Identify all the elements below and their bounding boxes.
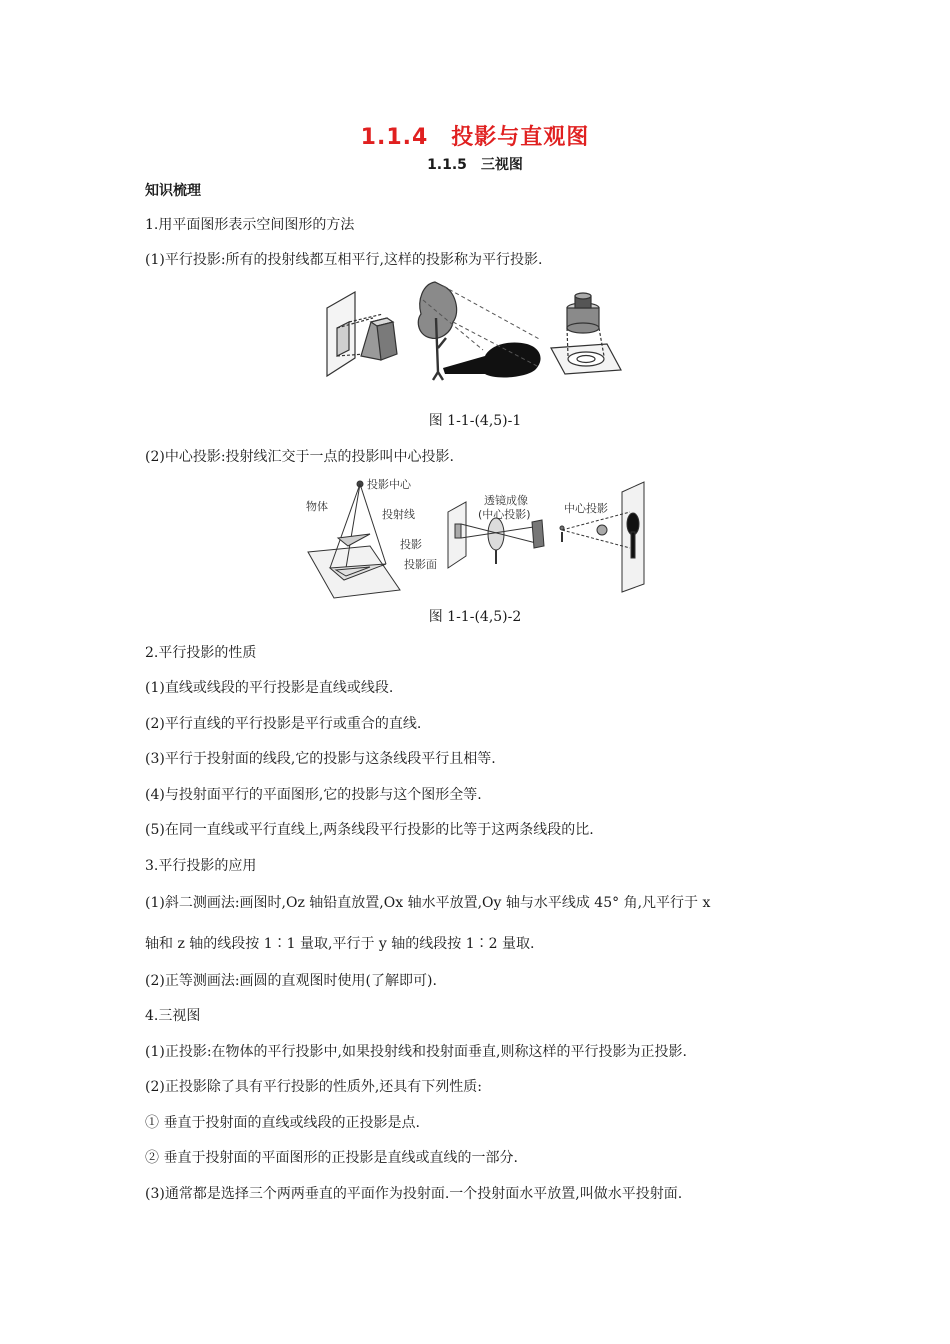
item-4-1: (1)正投影:在物体的平行投影中,如果投射线和投射面垂直,则称这样的平行投影为正投影. [145,1044,687,1060]
item-1-1: (1)平行投影:所有的投射线都互相平行,这样的投影称为平行投影. [145,252,543,268]
item-2-3: (3)平行于投射面的线段,它的投影与这条线段平行且相等. [145,751,496,767]
candle-shadow-illustration [560,482,644,592]
label-central-projection: 中心投影 [564,502,608,515]
label-projection-plane: 投影面 [404,558,437,571]
triangle-central-projection-illustration [308,481,400,598]
item-4-2-b: ② 垂直于投射面的平面图形的正投影是直线或直线的一部分. [145,1150,518,1166]
item-3-1-line-2: 轴和 z 轴的线段按 1∶1 量取,平行于 y 轴的线段按 1∶2 量取. [145,936,535,952]
tree-shadow-illustration [418,282,541,380]
page-subtitle: 1.1.5 三视图 [427,157,523,173]
item-3: 3.平行投影的应用 [145,858,257,874]
item-2-5: (5)在同一直线或平行直线上,两条线段平行投影的比等于这两条线段的比. [145,822,594,838]
item-4-3: (3)通常都是选择三个两两垂直的平面作为投射面.一个投射面水平放置,叫做水平投射面. [145,1186,683,1202]
item-3-1-line-1: (1)斜二测画法:画图时,Oz 轴铅直放置,Ox 轴水平放置,Oy 轴与水平线成 45° 角,凡平行于 x [145,895,711,911]
label-projection: 投影 [400,538,422,551]
label-lens-central: (中心投影) [478,508,531,521]
page-title: 1.1.4 投影与直观图 [360,125,590,150]
frustum-projection-illustration [327,292,397,376]
item-2-1: (1)直线或线段的平行投影是直线或线段. [145,680,394,696]
item-1-2: (2)中心投影:投射线汇交于一点的投影叫中心投影. [145,449,454,465]
figure-parallel-projection [315,278,635,386]
item-2: 2.平行投影的性质 [145,645,257,661]
label-lens-imaging: 透镜成像 [484,494,528,507]
item-2-4: (4)与投射面平行的平面图形,它的投影与这个图形全等. [145,787,482,803]
item-1: 1.用平面图形表示空间图形的方法 [145,217,355,233]
item-4-2: (2)正投影除了具有平行投影的性质外,还具有下列性质: [145,1079,482,1095]
figure-central-projection [300,472,650,600]
figure-2-caption: 图 1-1-(4,5)-2 [428,609,522,625]
label-projection-ray: 投射线 [382,508,415,521]
cylinder-projection-illustration [551,293,621,374]
item-4-2-a: ① 垂直于投射面的直线或线段的正投影是点. [145,1115,420,1131]
item-2-2: (2)平行直线的平行投影是平行或重合的直线. [145,716,422,732]
label-object: 物体 [306,500,328,513]
item-4: 4.三视图 [145,1008,201,1024]
item-3-2: (2)正等测画法:画圆的直观图时使用(了解即可). [145,973,437,989]
label-projection-center: 投影中心 [367,478,411,491]
section-heading: 知识梳理 [145,183,201,199]
figure-1-caption: 图 1-1-(4,5)-1 [428,413,522,429]
